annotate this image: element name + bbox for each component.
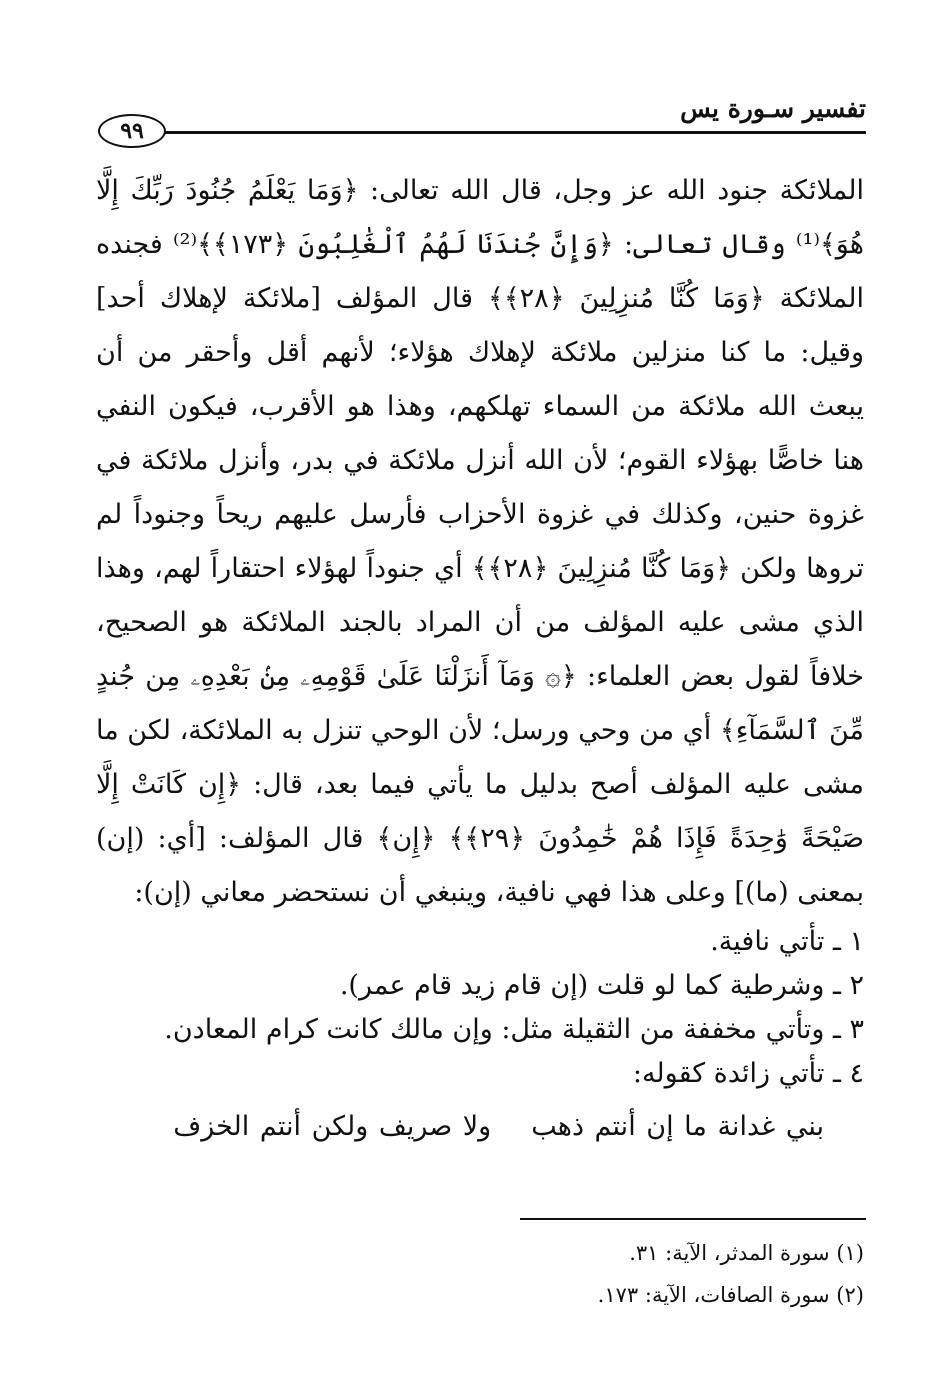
body-paragraph: الملائكة جنود الله عز وجل، قال الله تعالى: ﴿وَمَا يَعْلَمُ جُنُودَ رَبِّكَ إِلَّا هُوَ﴾⁽¹⁾ وقال تعالى: ﴿وَإِنَّ جُندَنَا لَهُمُ ٱلْغَٰلِبُونَ ﴿١٧٣﴾﴾⁽²⁾ فجنده الملائكة ﴿وَمَا كُنَّا مُنزِلِينَ ﴿٢٨﴾﴾ قال المؤلف [ملائكة لإهلاك أحد] وقيل: ما كنا منزلين ملائكة لإهلاك هؤلاء؛ لأنهم أقل وأحقر من أن يبعث الله ملائكة من السماء تهلكهم، وهذا هو الأقرب، فيكون النفي هنا خاصًّا بهؤلاء القوم؛ لأن الله أنزل ملائكة في بدر، وأنزل ملائكة في غزوة حنين، وكذلك في غزوة الأحزاب فأرسل عليهم ريحاً وجنوداً لم تروها ولكن ﴿وَمَا كُنَّا مُنزِلِينَ ﴿٢٨﴾﴾ أي جنوداً لهؤلاء احتقاراً لهم، وهذا الذي مشى عليه المؤلف من أن المراد بالجند الملائكة هو الصحيح، خلافاً لقول بعض العلماء: ﴿۞ وَمَآ أَنزَلْنَا عَلَىٰ قَوْمِهِۦ مِنۢ بَعْدِهِۦ مِن جُندٍ مِّنَ ٱلسَّمَآءِ﴾ أي من وحي ورسل؛ لأن الوحي تنزل به الملائكة، لكن ما مشى عليه المؤلف أصح بدليل ما يأتي فيما بعد، قال: ﴿إِن كَانَتْ إِلَّا صَيْحَةً وَٰحِدَةً فَإِذَا هُمْ خَٰمِدُونَ ﴿٢٩﴾﴾ ﴿إِن﴾ قال المؤلف: [أي: (إن) بمعنى (ما)] وعلى هذا فهي نافية، وينبغي أن نستحضر معاني (إن): [96, 175, 865, 908]
main-text [96, 164, 864, 1154]
verse-second-hemistich: ولا صريف ولكن أنتم الخزف [173, 1111, 492, 1142]
running-title: تفسير سـورة يس [680, 94, 866, 123]
list-item: ٢ ـ وشرطية كما لو قلت (إن قام زيد قام عمر). [339, 970, 864, 1001]
footnote-rule [520, 1218, 866, 1220]
meanings-list [96, 920, 864, 1096]
footnote-1: (١) سورة المدثر، الآية: ٣١. [629, 1241, 864, 1265]
list-item: ١ ـ تأتي نافية. [710, 926, 864, 957]
list-item: ٤ ـ تأتي زائدة كقوله: [632, 1058, 864, 1089]
page-number: ٩٩ [120, 118, 144, 144]
list-item: ٣ ـ وتأتي مخففة من الثقيلة مثل: وإن مالك كانت كرام المعادن. [164, 1014, 864, 1045]
footnote-2: (٢) سورة الصافات، الآية: ١٧٣. [597, 1283, 864, 1307]
header-rule [150, 131, 866, 134]
footnotes [598, 1232, 864, 1316]
verse-first-hemistich: بني غدانة ما إن أنتم ذهب [531, 1111, 824, 1142]
page-number-badge [98, 114, 166, 148]
poetry-verse [96, 1100, 864, 1154]
